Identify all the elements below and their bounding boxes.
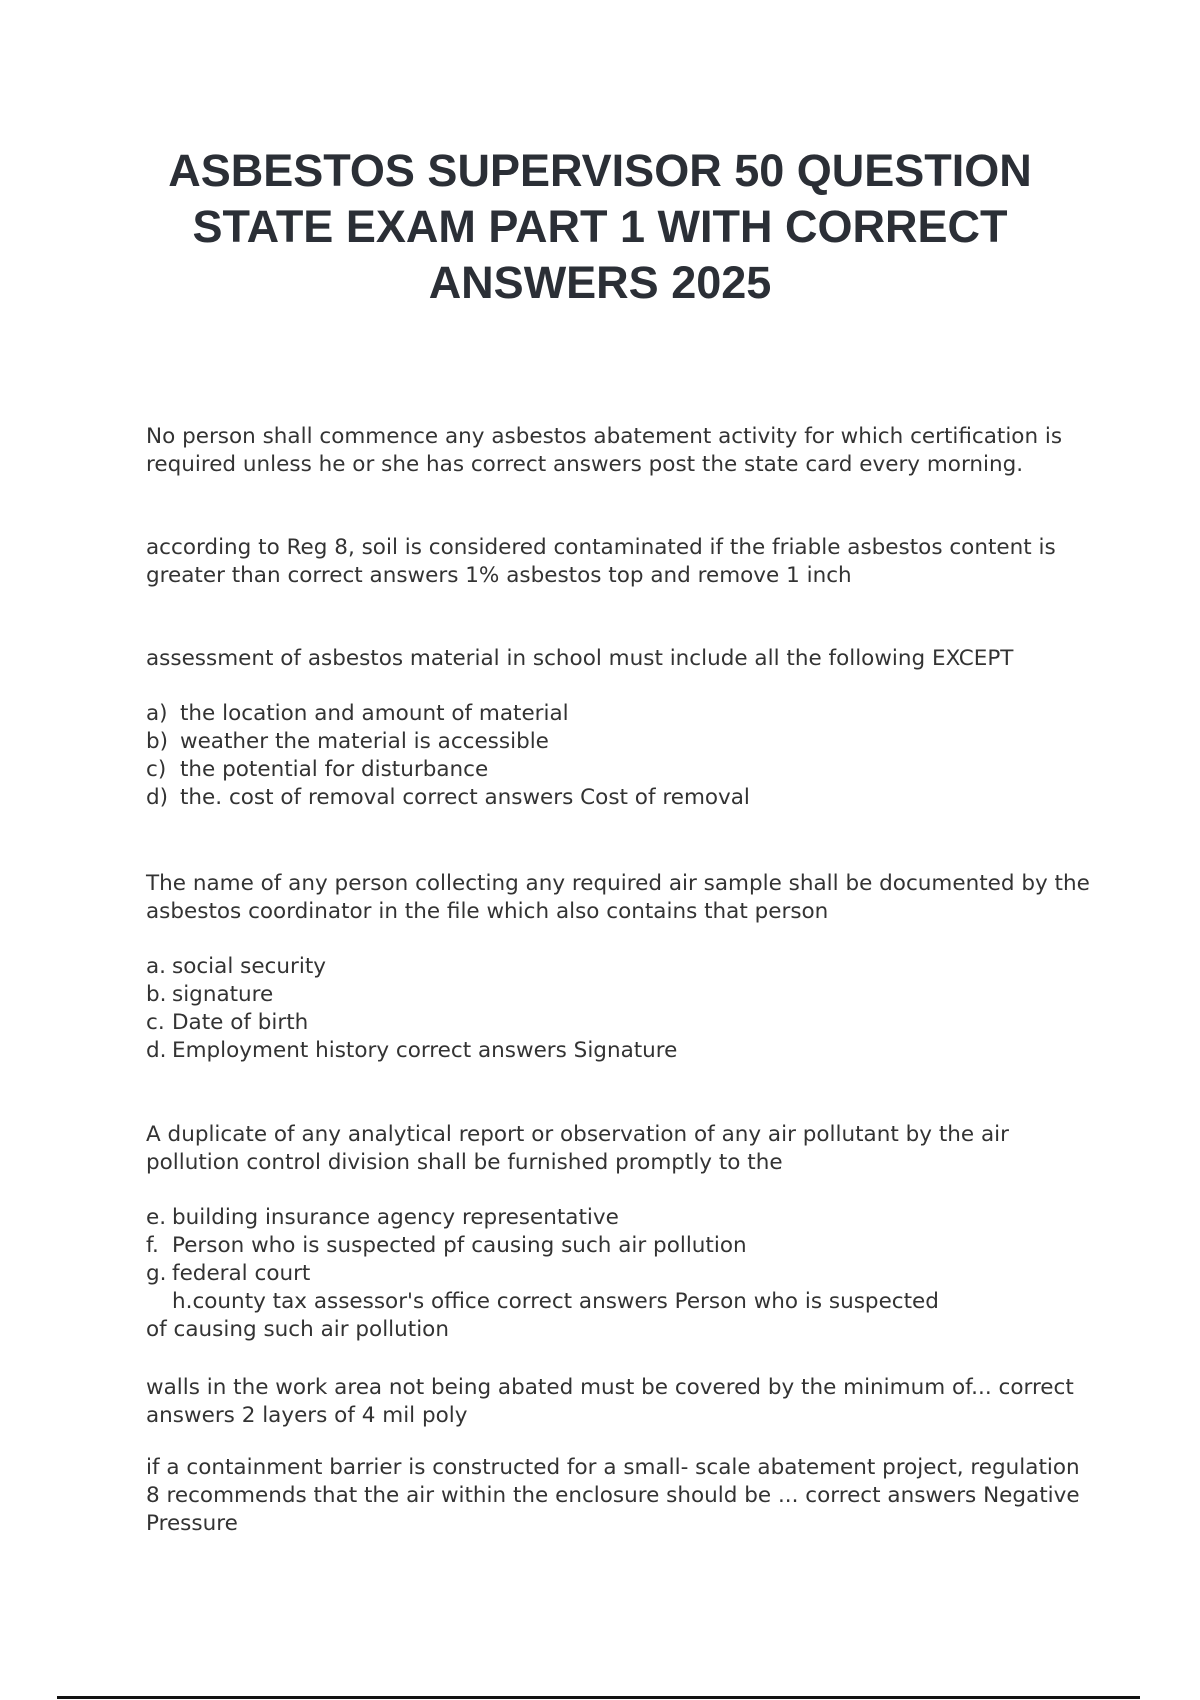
option (146, 728, 1096, 756)
question-text: The name of any person collecting any required air sample shall be documented by the asbestos coordinator in the file which also contains that person (146, 871, 1090, 924)
question-text: A duplicate of any analytical report or observation of any air pollutant by the air pollution control division shall be furnished promptly to the (146, 1122, 1009, 1175)
option-text: signature (172, 982, 274, 1007)
option (146, 1232, 1096, 1260)
option-text: federal court (172, 1261, 311, 1286)
question-text: walls in the work area not being abated must be covered by the minimum of... correct answers 2 layers of 4 mil poly (146, 1375, 1074, 1428)
question-3 (146, 645, 1096, 812)
option-text: Date of birth (172, 1010, 309, 1035)
question-1 (146, 423, 1096, 479)
option (146, 756, 1096, 784)
option-text: Person who is suspected pf causing such air pollution (172, 1233, 747, 1258)
option-marker: c. (146, 1010, 165, 1035)
option-marker: f. (146, 1233, 159, 1258)
question-text: assessment of asbestos material in school must include all the following EXCEPT (146, 646, 1014, 671)
option-marker: b. (146, 982, 167, 1007)
title-line: ASBESTOS SUPERVISOR 50 QUESTION (168, 145, 1032, 196)
option-text: the location and amount of material (180, 701, 569, 726)
question-text: No person shall commence any asbestos abatement activity for which certification is required unless he or she has correct answers post the state card every morning. (146, 424, 1063, 477)
option-text: building insurance agency representative (172, 1205, 619, 1230)
question-text: if a containment barrier is constructed for a small- scale abatement project, regulation 8 recommends that the air within the enclosure should be ... correct answers Negative Pressure (146, 1455, 1080, 1536)
option (146, 700, 1096, 728)
title-line: STATE EXAM PART 1 WITH CORRECT (192, 201, 1008, 252)
option-marker: e. (146, 1205, 167, 1230)
option (146, 1260, 1096, 1288)
option-marker: a. (146, 954, 167, 979)
option-marker: b) (146, 729, 169, 754)
answer-line: h.county tax assessor's office correct answers Person who is suspected (172, 1289, 939, 1314)
option (146, 784, 1096, 812)
option (146, 953, 1096, 981)
option-text: the potential for disturbance (180, 757, 489, 782)
question-2 (146, 534, 1096, 590)
question-7 (146, 1454, 1096, 1538)
option-text: the. cost of removal correct answers Cost of removal (180, 785, 750, 810)
answer-line: of causing such air pollution (146, 1317, 449, 1342)
option-text: Employment history correct answers Signature (172, 1038, 678, 1063)
option-marker: d. (146, 1038, 167, 1063)
question-text: according to Reg 8, soil is considered contaminated if the friable asbestos content is greater than correct answers 1% asbestos top and remove 1 inch (146, 535, 1056, 588)
option (146, 1009, 1096, 1037)
document-title (0, 143, 1200, 311)
option (146, 1204, 1096, 1232)
page-divider (57, 1696, 1140, 1699)
option-marker: a) (146, 701, 168, 726)
option-marker: g. (146, 1261, 167, 1286)
option-marker: c) (146, 757, 167, 782)
title-line: ANSWERS 2025 (428, 257, 772, 308)
option-marker: d) (146, 785, 169, 810)
option-text: social security (172, 954, 326, 979)
question-5 (146, 1121, 1096, 1344)
question-6 (146, 1374, 1096, 1430)
question-4 (146, 870, 1096, 1065)
option (146, 981, 1096, 1009)
option-text: weather the material is accessible (180, 729, 549, 754)
option (146, 1037, 1096, 1065)
